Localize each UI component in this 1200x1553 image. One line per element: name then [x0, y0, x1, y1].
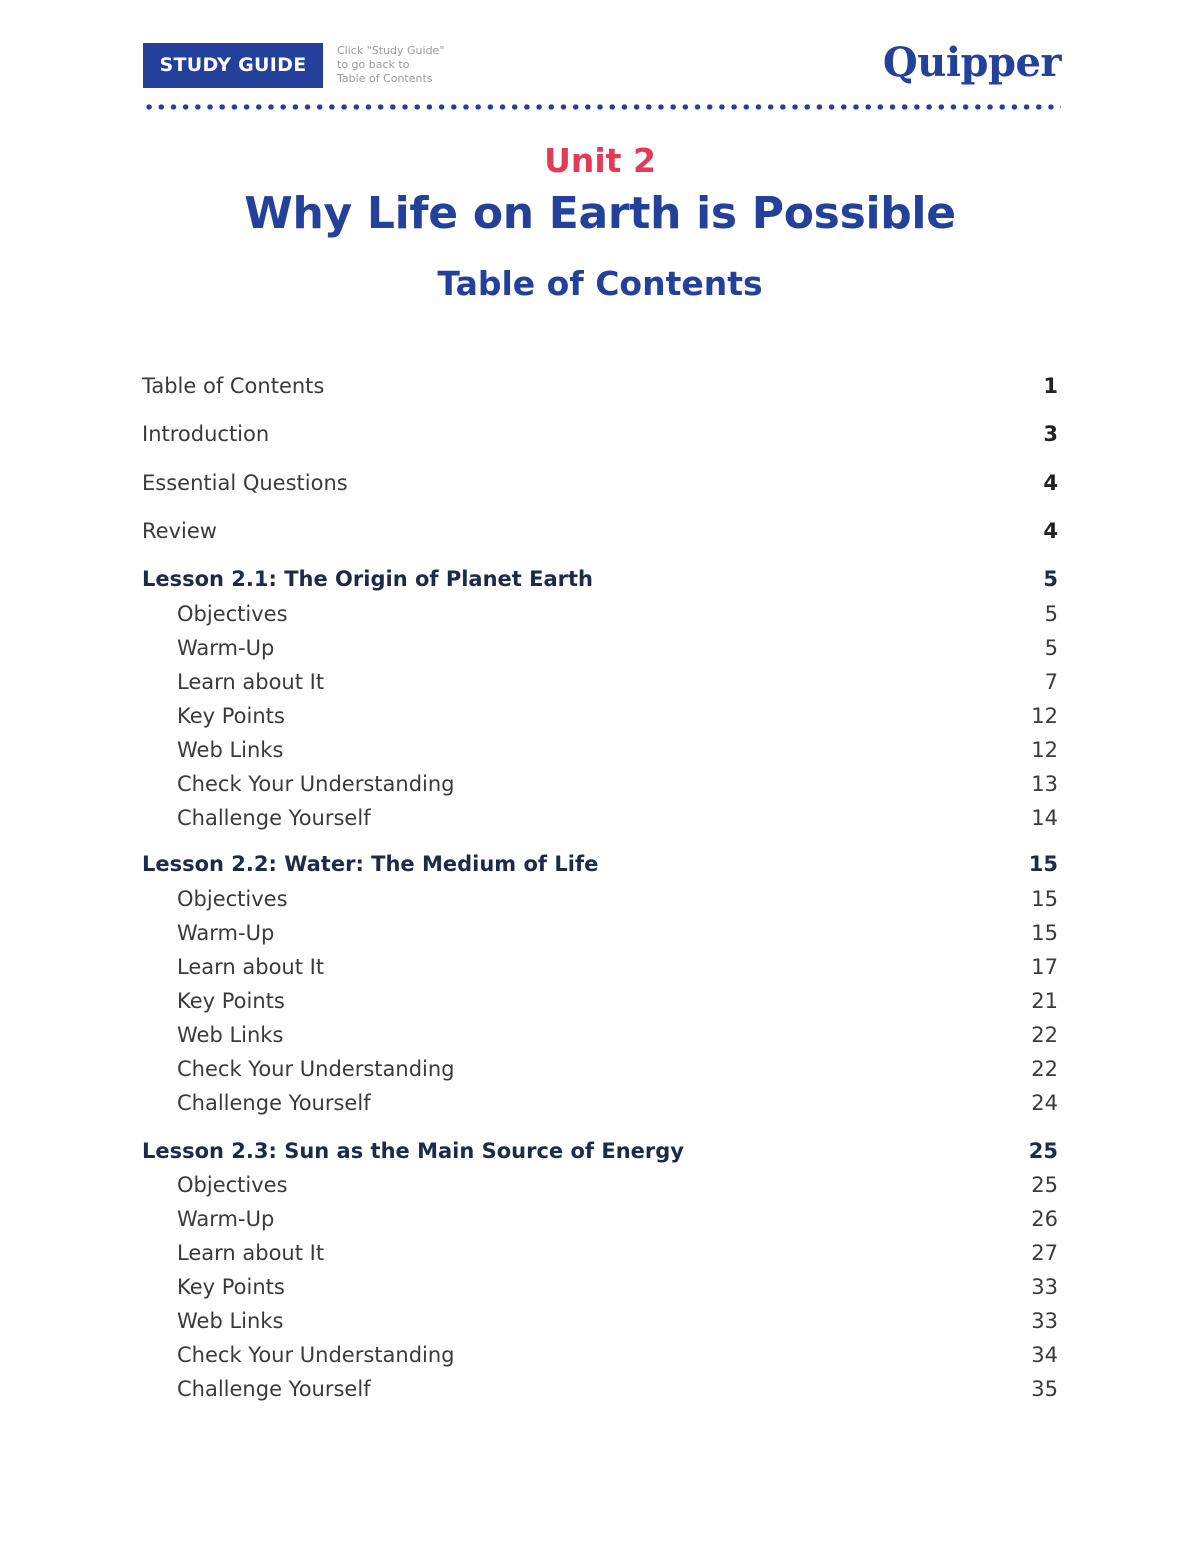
toc-entry-essential-questions[interactable]	[142, 468, 1058, 498]
toc-subentry[interactable]	[142, 1238, 1058, 1268]
toc-subentry[interactable]	[142, 1340, 1058, 1370]
toc-lesson-2-3[interactable]	[142, 1136, 1058, 1166]
hint-line: Table of Contents	[337, 72, 433, 85]
toc-subentry[interactable]	[142, 1374, 1058, 1404]
toc-entry-page: 4	[1043, 519, 1058, 543]
toc-subentry[interactable]	[142, 701, 1058, 731]
toc-lesson-page: 25	[1028, 1139, 1058, 1163]
toc-subentry-label: Key Points	[177, 704, 285, 728]
toc-subentry-label: Key Points	[177, 989, 285, 1013]
toc-lesson-label: Lesson 2.2: Water: The Medium of Life	[142, 852, 599, 876]
toc-subentry-page: 12	[1031, 704, 1058, 728]
toc-subentry[interactable]	[142, 884, 1058, 914]
page-title: Why Life on Earth is Possible	[244, 188, 956, 239]
toc-subentry[interactable]	[142, 599, 1058, 629]
toc-subentry-label: Check Your Understanding	[177, 772, 455, 796]
toc-subentry[interactable]	[142, 918, 1058, 948]
toc-subentry[interactable]	[142, 1306, 1058, 1336]
toc-subentry-label: Objectives	[177, 1173, 288, 1197]
quipper-logo: Quipper	[882, 39, 1061, 86]
toc-subentry-label: Check Your Understanding	[177, 1343, 455, 1367]
toc-subentry[interactable]	[142, 1054, 1058, 1084]
toc-subentry-label: Challenge Yourself	[177, 806, 371, 830]
toc-lesson-label: Lesson 2.1: The Origin of Planet Earth	[142, 567, 593, 591]
toc-subentry-page: 27	[1031, 1241, 1058, 1265]
toc-subentry[interactable]	[142, 1170, 1058, 1200]
toc-subentry-page: 15	[1031, 921, 1058, 945]
toc-lesson-2-1[interactable]	[142, 564, 1058, 594]
toc-subentry-page: 33	[1031, 1275, 1058, 1299]
toc-subentry[interactable]	[142, 986, 1058, 1016]
toc-subentry-page: 14	[1031, 806, 1058, 830]
toc-lesson-page: 5	[1043, 567, 1058, 591]
toc-subentry-page: 21	[1031, 989, 1058, 1013]
toc-subentry-page: 22	[1031, 1057, 1058, 1081]
toc-subentry[interactable]	[142, 633, 1058, 663]
toc-subentry-label: Warm-Up	[177, 921, 275, 945]
toc-entry-page: 4	[1043, 471, 1058, 495]
toc-subentry-label: Learn about It	[177, 955, 325, 979]
toc-subentry-label: Learn about It	[177, 1241, 325, 1265]
toc-lesson-label: Lesson 2.3: Sun as the Main Source of Energy	[142, 1139, 684, 1163]
toc-subentry-page: 33	[1031, 1309, 1058, 1333]
toc-subentry-label: Web Links	[177, 738, 284, 762]
toc-subentry[interactable]	[142, 803, 1058, 833]
toc-subentry-label: Warm-Up	[177, 1207, 275, 1231]
dotted-divider	[143, 104, 1061, 110]
toc-subentry[interactable]	[142, 1088, 1058, 1118]
toc-lesson-page: 15	[1028, 852, 1058, 876]
toc-subentry-label: Warm-Up	[177, 636, 275, 660]
toc-subentry[interactable]	[142, 667, 1058, 697]
toc-subentry[interactable]	[142, 1020, 1058, 1050]
toc-subentry-page: 26	[1031, 1207, 1058, 1231]
study-guide-button[interactable]: STUDY GUIDE	[143, 43, 323, 88]
toc-subentry-page: 7	[1044, 670, 1058, 694]
toc-entry-review[interactable]	[142, 516, 1058, 546]
toc-entry-introduction[interactable]	[142, 419, 1058, 449]
toc-entry-label: Essential Questions	[142, 471, 348, 495]
toc-subentry-label: Learn about It	[177, 670, 325, 694]
toc-subentry-page: 15	[1031, 887, 1058, 911]
toc-subentry-label: Key Points	[177, 1275, 285, 1299]
toc-subentry-page: 34	[1031, 1343, 1058, 1367]
toc-subentry-label: Web Links	[177, 1309, 284, 1333]
toc-entry-page: 1	[1043, 374, 1058, 398]
toc-subentry-page: 12	[1031, 738, 1058, 762]
toc-subentry-page: 5	[1044, 636, 1058, 660]
toc-subentry-label: Challenge Yourself	[177, 1091, 371, 1115]
unit-label: Unit 2	[544, 141, 656, 180]
toc-entry-label: Review	[142, 519, 217, 543]
toc-subentry[interactable]	[142, 1204, 1058, 1234]
toc-subentry-page: 17	[1031, 955, 1058, 979]
toc-subentry[interactable]	[142, 1272, 1058, 1302]
toc-lesson-2-2[interactable]	[142, 849, 1058, 879]
toc-subentry-label: Challenge Yourself	[177, 1377, 371, 1401]
toc-subentry-page: 24	[1031, 1091, 1058, 1115]
hint-line: to go back to	[337, 58, 410, 71]
toc-subentry-label: Web Links	[177, 1023, 284, 1047]
toc-entry-page: 3	[1043, 422, 1058, 446]
toc-subentry-page: 25	[1031, 1173, 1058, 1197]
toc-subentry[interactable]	[142, 769, 1058, 799]
page-subtitle: Table of Contents	[437, 264, 763, 303]
toc-subentry-label: Objectives	[177, 602, 288, 626]
toc-subentry-label: Objectives	[177, 887, 288, 911]
toc-subentry[interactable]	[142, 952, 1058, 982]
toc-subentry-page: 5	[1044, 602, 1058, 626]
page-header	[143, 39, 1061, 89]
toc-subentry-page: 35	[1031, 1377, 1058, 1401]
toc-entry-label: Introduction	[142, 422, 270, 446]
toc-entry-table-of-contents[interactable]	[142, 371, 1058, 401]
toc-subentry-page: 22	[1031, 1023, 1058, 1047]
toc-subentry-label: Check Your Understanding	[177, 1057, 455, 1081]
toc-entry-label: Table of Contents	[142, 374, 325, 398]
toc-subentry[interactable]	[142, 735, 1058, 765]
toc-subentry-page: 13	[1031, 772, 1058, 796]
hint-line: Click "Study Guide"	[337, 44, 445, 57]
study-guide-hint	[337, 44, 477, 86]
